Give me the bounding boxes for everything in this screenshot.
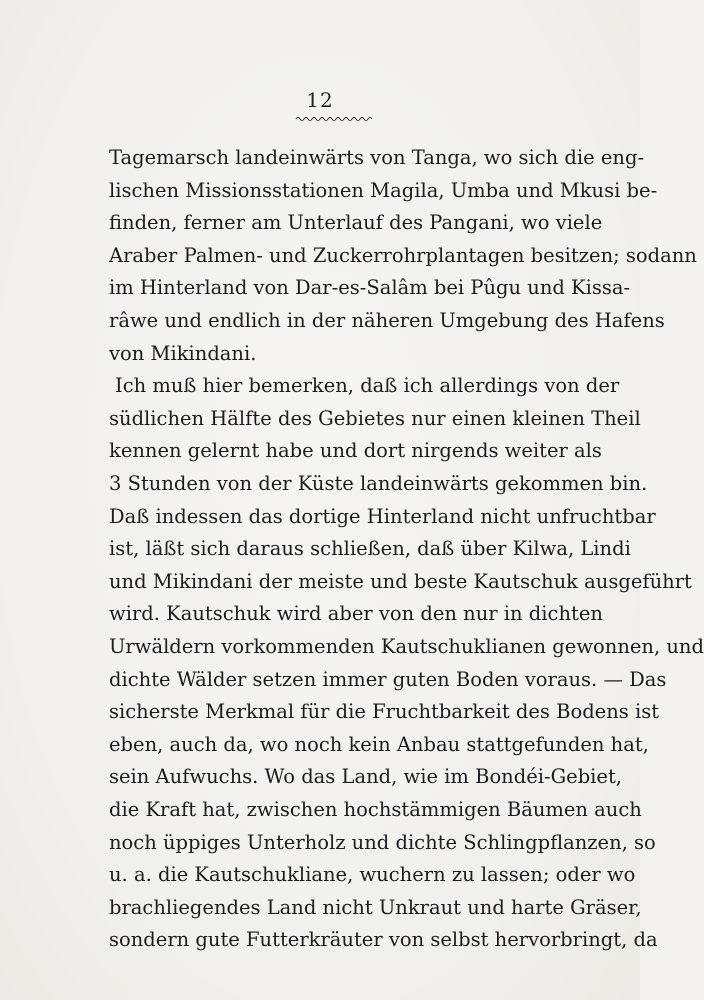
text-line: brachliegendes Land nicht Unkraut und harte Gräser, (109, 895, 642, 919)
text-line: Tagemarsch landeinwärts von Tanga, wo sich die eng- (109, 146, 645, 169)
page-number: 12 (306, 88, 334, 112)
text-line: Ich muß hier bemerken, daß ich allerdings von der (115, 374, 620, 398)
text-line: von Mikindani. (109, 341, 257, 365)
text-line: râwe und endlich in der näheren Umgebung des Hafens (109, 309, 665, 332)
text-line: südlichen Hälfte des Gebietes nur einen kleinen Theil (109, 406, 641, 430)
text-line: Daß indessen das dortige Hinterland nicht unfruchtbar (109, 504, 656, 528)
text-line: lischen Missionsstationen Magila, Umba und Mkusi be- (109, 178, 658, 202)
text-line: finden, ferner am Unterlauf des Pangani, wo viele (109, 211, 603, 235)
text-line: sondern gute Futterkräuter von selbst hervorbringt, da (109, 928, 658, 952)
text-line: sein Aufwuchs. Wo das Land, wie im Bondéi-Gebiet, (109, 765, 622, 789)
text-line: Araber Palmen- und Zuckerrohrplantagen besitzen; sodann (109, 243, 697, 267)
text-line: die Kraft hat, zwischen hochstämmigen Bäumen auch (109, 798, 642, 821)
text-line: und Mikindani der meiste und beste Kautschuk ausgeführt (109, 569, 692, 593)
text-line: 3 Stunden von der Küste landeinwärts gekommen bin. (109, 472, 648, 495)
text-line: ist, läßt sich daraus schließen, daß über Kilwa, Lindi (109, 537, 631, 561)
text-line: dichte Wälder setzen immer guten Boden voraus. — Das (109, 667, 667, 691)
text-line: u. a. die Kautschukliane, wuchern zu lassen; oder wo (109, 863, 636, 887)
text-line: im Hinterland von Dar-es-Salâm bei Pûgu und Kissa- (109, 276, 631, 300)
text-line: wird. Kautschuk wird aber von den nur in dichten (109, 602, 603, 626)
page-number-ornament (296, 115, 372, 123)
text-line: Urwäldern vorkommenden Kautschuklianen gewonnen, und (109, 635, 704, 658)
text-line: eben, auch da, wo noch kein Anbau stattgefunden hat, (109, 732, 649, 756)
text-line: kennen gelernt habe und dort nirgends weiter als (109, 439, 602, 463)
text-line: noch üppiges Unterholz und dichte Schlingpflanzen, so (109, 830, 656, 854)
text-line: sicherste Merkmal für die Fruchtbarkeit des Bodens ist (109, 700, 660, 724)
